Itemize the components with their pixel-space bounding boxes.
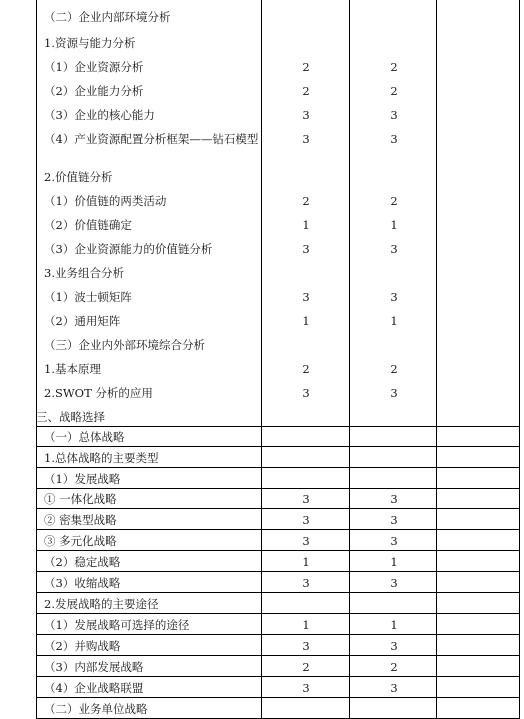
row-label: （1）发展战略 [44,472,121,486]
row-label: 2.发展战略的主要途径 [44,597,159,611]
row-value-a: 3 [302,492,310,506]
row-label: 3.业务组合分析 [44,266,124,280]
row-value-b: 3 [390,639,398,653]
row-rule [36,426,520,427]
row-value-b: 3 [390,513,398,527]
row-label: （2）稳定战略 [44,555,121,569]
row-value-b: 1 [390,618,398,632]
row-label: （2）价值链确定 [44,218,132,232]
row-value-b: 3 [390,242,398,256]
row-value-b: 3 [390,534,398,548]
row-label: （2）并购战略 [44,639,121,653]
row-value-b: 2 [390,84,398,98]
row-label: ① 一体化战略 [44,492,117,506]
row-value-a: 1 [302,555,310,569]
row-label: 2.价值链分析 [44,170,113,184]
row-value-a: 1 [302,314,310,328]
row-label: （2）企业能力分析 [44,84,144,98]
row-label: （3）收缩战略 [44,576,121,590]
row-label: 三、战略选择 [36,410,105,424]
row-value-a: 3 [302,513,310,527]
row-value-a: 3 [302,534,310,548]
row-value-a: 1 [302,218,310,232]
row-label: （二）业务单位战略 [44,702,148,716]
row-value-b: 3 [390,576,398,590]
row-value-b: 3 [390,290,398,304]
row-rule [36,571,520,572]
row-label: （2）通用矩阵 [44,314,121,328]
row-label: （二）企业内部环境分析 [44,10,171,24]
row-rule [36,592,520,593]
row-rule [36,529,520,530]
row-rule [36,550,520,551]
row-value-b: 3 [390,132,398,146]
row-value-a: 3 [302,639,310,653]
row-value-b: 3 [390,108,398,122]
row-label: （1）发展战略可选择的途径 [44,618,190,632]
row-label: （1）价值链的两类活动 [44,194,167,208]
row-value-a: 3 [302,386,310,400]
row-value-a: 1 [302,618,310,632]
column-rule-2 [261,0,262,719]
row-value-a: 3 [302,290,310,304]
row-rule [36,508,520,509]
row-label: （1）企业资源分析 [44,60,144,74]
row-label: （3）企业资源能力的价值链分析 [44,242,213,256]
row-value-b: 2 [390,194,398,208]
row-value-a: 2 [302,60,310,74]
row-label: 1.总体战略的主要类型 [44,451,159,465]
row-value-a: 3 [302,242,310,256]
row-value-b: 2 [390,60,398,74]
row-rule [36,655,520,656]
row-label: （一）总体战略 [44,430,125,444]
row-value-a: 3 [302,108,310,122]
row-value-a: 2 [302,362,310,376]
row-rule [36,467,520,468]
row-value-a: 3 [302,576,310,590]
row-rule [36,613,520,614]
row-value-b: 1 [390,314,398,328]
row-label: （3）企业的核心能力 [44,108,155,122]
row-rule [36,446,520,447]
row-value-b: 1 [390,218,398,232]
row-value-b: 3 [390,492,398,506]
column-rule-4 [436,0,437,719]
row-rule [36,488,520,489]
row-rule [36,697,520,698]
row-value-a: 3 [302,681,310,695]
row-value-a: 2 [302,194,310,208]
row-label: （3）内部发展战略 [44,660,144,674]
row-label: （4）产业资源配置分析框架——钻石模型 [44,132,259,146]
row-value-a: 2 [302,84,310,98]
row-value-b: 3 [390,386,398,400]
row-label: （三）企业内外部环境综合分析 [44,338,205,352]
row-label: 2.SWOT 分析的应用 [44,386,153,400]
row-value-b: 1 [390,555,398,569]
row-value-b: 2 [390,660,398,674]
row-value-a: 2 [302,660,310,674]
row-value-b: 2 [390,362,398,376]
row-label: （4）企业战略联盟 [44,681,144,695]
row-label: ③ 多元化战略 [44,534,117,548]
column-rule-left [36,0,37,719]
row-value-a: 3 [302,132,310,146]
row-rule [36,676,520,677]
row-rule [36,634,520,635]
row-label: （1）波士顿矩阵 [44,290,132,304]
row-label: 1.基本原理 [44,362,101,376]
row-value-b: 3 [390,681,398,695]
column-rule-3 [349,0,350,719]
row-label: ② 密集型战略 [44,513,117,527]
row-label: 1.资源与能力分析 [44,36,136,50]
column-rule-right [519,0,520,719]
